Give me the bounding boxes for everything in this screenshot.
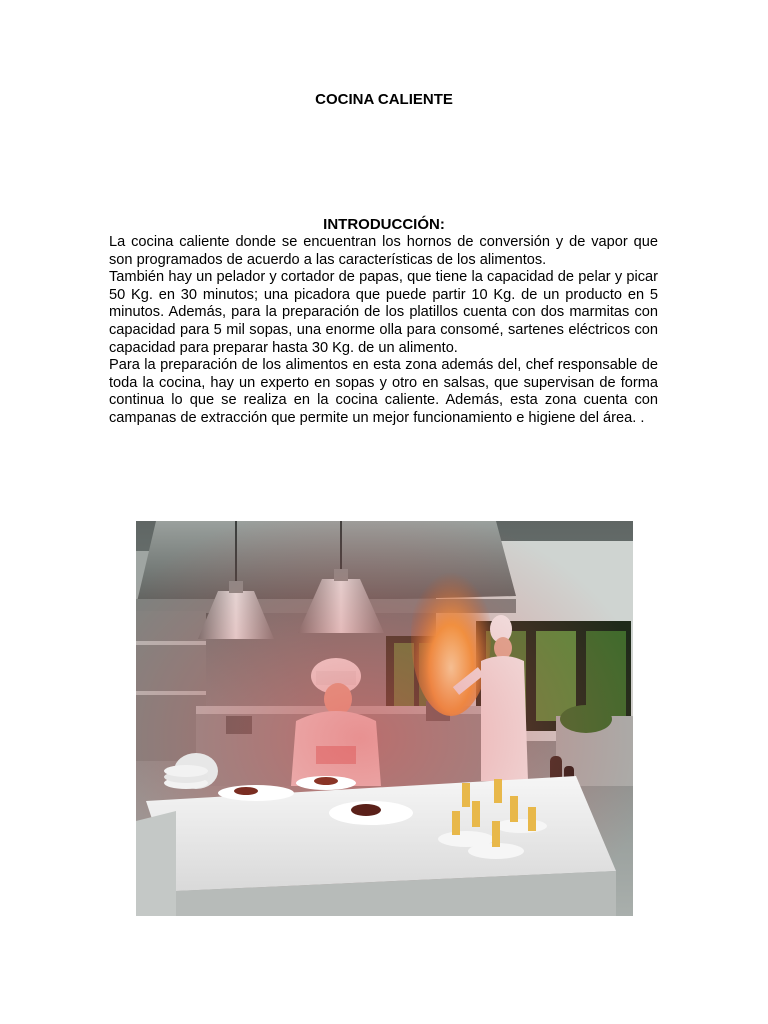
paragraph: La cocina caliente donde se encuentran los hornos de conversión y de vapor que son programados de acuerdo a las características de los alimentos. [109,234,658,268]
paragraph: También hay un pelador y cortador de papas, que tiene la capacidad de pelar y picar 50 Kg. en 30 minutos; una picadora que puede partir 10 Kg. de un producto en 5 minutos. Además, para la preparación de los platillos cuenta con dos marmitas con capacidad para 5 mil sopas, una enorme olla para consomé, sartenes eléctricos con capacidad para preparar hasta 30 Kg. de un alimento. [109,269,658,356]
section-heading: INTRODUCCIÓN: [323,216,445,233]
paragraph: Para la preparación de los alimentos en esta zona además del, chef responsable de toda la cocina, hay un experto en sopas y otro en salsas, que supervisan de forma continua lo que se realiza en la cocina caliente. Además, esta zona cuenta con campanas de extracción que permite un mejor funcionamiento e higiene del área. . [109,357,658,426]
document-title: COCINA CALIENTE [315,91,453,108]
kitchen-photo [136,521,633,916]
body-text [109,234,658,428]
